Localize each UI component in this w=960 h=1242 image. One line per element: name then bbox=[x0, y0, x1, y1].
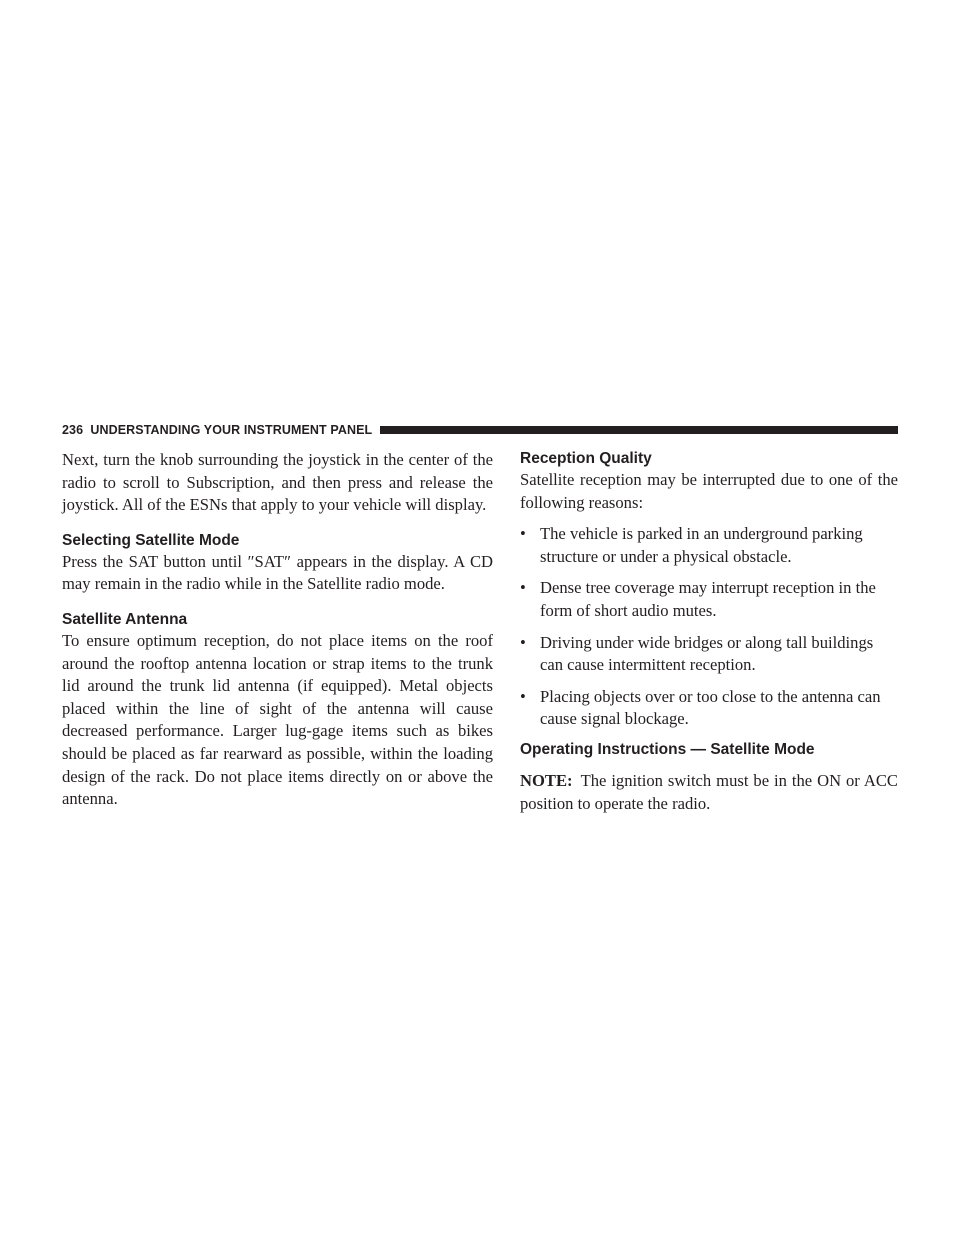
bullet-icon: • bbox=[520, 632, 526, 652]
right-column bbox=[520, 449, 898, 815]
bullet-icon: • bbox=[520, 578, 526, 598]
reception-quality-paragraph: Satellite reception may be interrupted due to one of the following reasons: bbox=[520, 470, 898, 512]
intro-paragraph: Next, turn the knob surrounding the joystick in the center of the radio to scroll to Subscription, and then press and release the joystick. All of the ESNs that apply to your vehicle will display. bbox=[62, 450, 493, 515]
list-item bbox=[520, 632, 898, 677]
list-item-text: Placing objects over or too close to the antenna can cause signal blockage. bbox=[540, 686, 881, 729]
list-item bbox=[520, 577, 898, 622]
selecting-satellite-mode-paragraph: Press the SAT button until ″SAT″ appears in the display. A CD may remain in the radio while in the Satellite radio mode. bbox=[62, 551, 493, 594]
left-column bbox=[62, 449, 493, 811]
section-title: UNDERSTANDING YOUR INSTRUMENT PANEL bbox=[90, 423, 373, 437]
list-item-text: The vehicle is parked in an underground parking structure or under a physical obstacle. bbox=[540, 524, 863, 566]
note-text: The ignition switch must be in the ON or ACC position to operate the radio. bbox=[520, 770, 898, 813]
satellite-antenna-heading: Satellite Antenna bbox=[62, 610, 188, 628]
page-number: 236 bbox=[62, 423, 84, 437]
list-item bbox=[520, 686, 898, 731]
page-header-text bbox=[62, 423, 372, 437]
operating-instructions-heading: Operating Instructions — Satellite Mode bbox=[520, 740, 815, 758]
list-item bbox=[520, 523, 898, 568]
bullet-icon: • bbox=[520, 686, 526, 706]
list-item-text: Driving under wide bridges or along tall buildings can cause intermittent reception. bbox=[540, 632, 874, 675]
header-rule bbox=[380, 426, 898, 434]
satellite-antenna-paragraph: To ensure optimum reception, do not place items on the roof around the rooftop antenna location or strap items to the trunk lid around the trunk lid antenna (if equipped). Metal objects placed within the line of sight of the antenna will cause decreased performance. Larger lug-gage items such as bikes should be placed as far rearward as possible, within the loading design of the rack. Do not place items directly on or above the antenna. bbox=[62, 630, 493, 809]
bullet-icon: • bbox=[520, 524, 526, 544]
reception-quality-heading: Reception Quality bbox=[520, 450, 652, 467]
note-label: NOTE: bbox=[520, 770, 573, 790]
note-paragraph bbox=[520, 770, 898, 815]
list-item-text: Dense tree coverage may interrupt reception in the form of short audio mutes. bbox=[540, 578, 876, 620]
page-header bbox=[62, 423, 898, 437]
selecting-satellite-mode-heading: Selecting Satellite Mode bbox=[62, 531, 240, 549]
reception-reasons-list bbox=[520, 523, 898, 731]
